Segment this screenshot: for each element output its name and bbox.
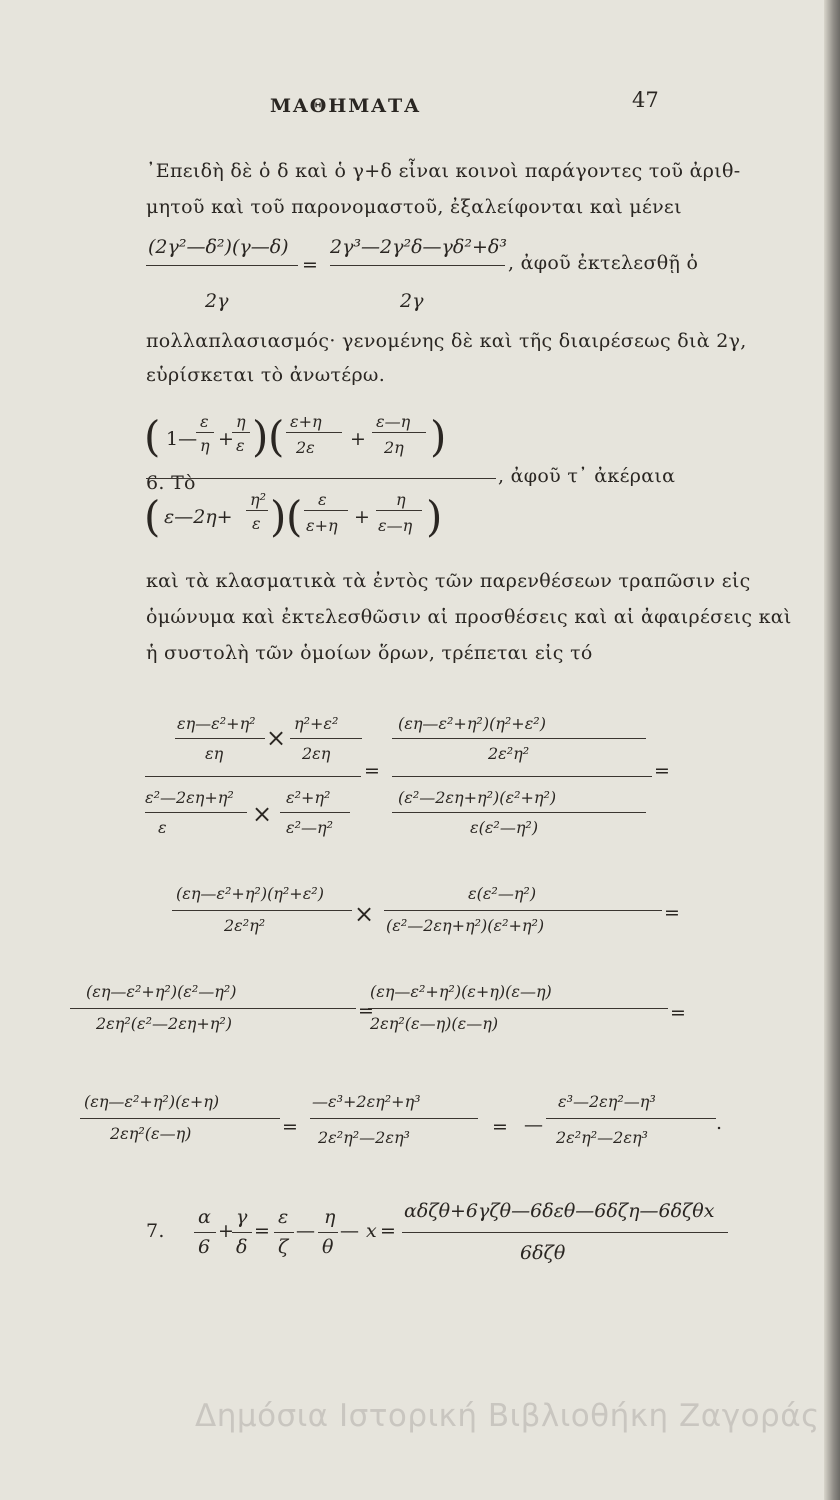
- frac-denominator: 2εη²(ε²—2εη+η²): [96, 1014, 233, 1033]
- frac-numerator: (εη—ε²+η²)(ε+η): [84, 1092, 220, 1111]
- page-edge-shadow: [824, 0, 840, 1500]
- frac-denominator: 2ε²η²—2εη³: [318, 1128, 410, 1147]
- paren-close: ): [270, 492, 287, 541]
- frac-denominator: 2εη²(ε—η): [110, 1124, 192, 1143]
- frac-h-over-e-num: η: [236, 412, 246, 431]
- intro-line-1: ᾿Επειδὴ δὲ ὁ δ καὶ ὁ γ+δ εἶναι κοινοὶ παράγοντες τοῦ ἀριθ-: [146, 160, 741, 182]
- period: .: [716, 1112, 723, 1134]
- frac-bar: [384, 910, 662, 911]
- frac-bar: [274, 1232, 294, 1233]
- frac-h-over-diff-den: ε—η: [378, 516, 413, 535]
- paren-open: (: [268, 412, 285, 461]
- frac-bar: [304, 510, 348, 511]
- frac-numerator: ε: [278, 1206, 289, 1228]
- frac-e-over-h-num: ε: [200, 412, 209, 431]
- frac-bar: [392, 812, 646, 813]
- frac-denominator: (ε²—2εη+η²)(ε²+η²): [386, 916, 545, 935]
- equals-sign: =: [282, 1116, 298, 1138]
- equals-sign: =: [364, 760, 380, 782]
- plus-sign: +: [218, 1220, 234, 1242]
- equals-sign: =: [492, 1116, 508, 1138]
- eq-lhs-denominator: 2γ: [205, 290, 229, 312]
- example-7-label: 7.: [146, 1220, 165, 1242]
- eq-rhs-denominator: 2γ: [400, 290, 424, 312]
- variable-x: x: [366, 1220, 377, 1242]
- paren-open: (: [286, 492, 303, 541]
- frac-denominator: εη: [205, 744, 224, 763]
- eq-rhs-bar: [330, 265, 505, 266]
- frac-bar: [318, 1232, 338, 1233]
- eq-lhs-numerator: (2γ²—δ²)(γ—δ): [148, 236, 289, 258]
- frac-bar: [290, 738, 362, 739]
- frac-numerator: —ε³+2εη²+η³: [312, 1092, 421, 1111]
- frac-numerator: εη—ε²+η²: [177, 714, 256, 733]
- main-fraction-bar: [146, 478, 496, 479]
- frac-denominator: θ: [322, 1236, 334, 1258]
- frac-numerator: (εη—ε²+η²)(ε+η)(ε—η): [370, 982, 552, 1001]
- frac-denominator: δ: [236, 1236, 248, 1258]
- frac-numerator: (εη—ε²+η²)(η²+ε²): [176, 884, 324, 903]
- frac-bar: [172, 910, 352, 911]
- frac-bar: [310, 1118, 478, 1119]
- equals-sign: =: [254, 1220, 270, 1242]
- example-6-text-2: ὁμώνυμα καὶ ἐκτελεσθῶσιν αἱ προσθέσεις καὶ αἱ ἀφαιρέσεις καὶ: [146, 606, 792, 628]
- frac-bar: [368, 1008, 668, 1009]
- intro-line-2: μητοῦ καὶ τοῦ παρονομαστοῦ, ἐξαλείφονται καὶ μένει: [146, 196, 682, 218]
- minus-sign: —: [296, 1220, 315, 1242]
- frac-sum-den: 2ε: [296, 438, 315, 457]
- frac-denominator: ζ: [278, 1236, 289, 1258]
- equals-sign: =: [380, 1220, 396, 1242]
- frac-bar: [376, 510, 422, 511]
- frac-bar: [145, 812, 247, 813]
- frac-denominator: 2ε²η²: [488, 744, 530, 763]
- frac-e-over-sum-den: ε+η: [306, 516, 338, 535]
- frac-e-over-sum-num: ε: [318, 490, 327, 509]
- frac-bar: [280, 812, 350, 813]
- frac-denominator: ε²—η²: [286, 818, 333, 837]
- frac-bar: [194, 1232, 216, 1233]
- paren-close: ): [430, 412, 447, 461]
- example-6-text-1: καὶ τὰ κλασματικὰ τὰ ἐντὸς τῶν παρενθέσεων τραπῶσιν εἰς: [146, 570, 751, 592]
- eq-tail: , ἀφοῦ ἐκτελεσθῇ ὁ: [508, 252, 699, 274]
- denominator-lead: ε—2η+: [164, 506, 233, 528]
- plus-sign: +: [218, 428, 234, 450]
- frac-bar: [80, 1118, 280, 1119]
- frac-numerator: (ε²—2εη+η²)(ε²+η²): [398, 788, 557, 807]
- frac-denominator: 6δζθ: [520, 1242, 566, 1264]
- library-watermark: Δημόσια Ιστορική Βιβλιοθήκη Ζαγοράς: [195, 1398, 820, 1434]
- times-sign: ×: [354, 900, 375, 928]
- frac-diff-den: 2η: [384, 438, 404, 457]
- frac-bar: [372, 432, 426, 433]
- frac-bar: [546, 1118, 716, 1119]
- plus-sign: +: [354, 506, 370, 528]
- frac-numerator: η²+ε²: [294, 714, 339, 733]
- frac-bar: [232, 432, 250, 433]
- equals-sign: =: [670, 1002, 686, 1024]
- frac-denominator: 2εη: [302, 744, 331, 763]
- frac-bar: [246, 510, 268, 511]
- term-one: 1—: [166, 428, 198, 450]
- frac-bar: [402, 1232, 728, 1233]
- frac-diff-num: ε—η: [376, 412, 411, 431]
- plus-sign: +: [350, 428, 366, 450]
- paren-close: ): [252, 412, 269, 461]
- frac-denominator: 6: [198, 1236, 211, 1258]
- frac-denominator: 2εη²(ε—η)(ε—η): [370, 1014, 499, 1033]
- equals-sign: =: [654, 760, 670, 782]
- frac-denominator: 2ε²η²—2εη³: [556, 1128, 648, 1147]
- frac-h-over-diff-num: η: [396, 490, 406, 509]
- intro-line-3: πολλαπλασιασμός· γενομένης δὲ καὶ τῆς διαιρέσεως διὰ 2γ,: [146, 330, 747, 352]
- page-number: 47: [632, 88, 659, 112]
- frac-bar: [286, 432, 342, 433]
- minus-sign: —: [524, 1114, 543, 1136]
- frac-numerator: ε³—2εη²—η³: [558, 1092, 656, 1111]
- frac-numerator: α: [198, 1206, 211, 1228]
- equals-sign: =: [358, 1000, 374, 1022]
- example-6-label: 6. Τὸ: [146, 472, 196, 494]
- frac-bar: [196, 432, 214, 433]
- paren-close: ): [426, 492, 443, 541]
- frac-denominator: ε: [158, 818, 167, 837]
- times-sign: ×: [266, 724, 287, 752]
- intro-line-4: εὑρίσκεται τὸ ἀνωτέρω.: [146, 364, 386, 386]
- frac-numerator: ε²+η²: [286, 788, 331, 807]
- frac-denominator: 2ε²η²: [224, 916, 266, 935]
- paren-open: (: [144, 492, 161, 541]
- frac-numerator: γ: [236, 1206, 248, 1228]
- frac-bar: [175, 738, 265, 739]
- frac-numerator: (εη—ε²+η²)(η²+ε²): [398, 714, 546, 733]
- frac-e-over-h-den: η: [200, 436, 210, 455]
- frac-h2-over-e-den: ε: [252, 514, 261, 533]
- times-sign: ×: [252, 800, 273, 828]
- minus-sign: —: [340, 1220, 359, 1242]
- frac-h2-over-e-num: η²: [250, 490, 266, 509]
- eq-rhs-numerator: 2γ³—2γ²δ—γδ²+δ³: [330, 236, 507, 258]
- running-title: ΜΑΘΗΜΑΤΑ: [270, 95, 421, 117]
- paren-open: (: [144, 412, 161, 461]
- example-6-tail: , ἀφοῦ τ᾿ ἀκέραια: [498, 465, 676, 487]
- compound-fraction-bar: [145, 776, 361, 777]
- frac-numerator: ε²—2εη+η²: [145, 788, 234, 807]
- frac-numerator: αδζθ+6γζθ—6δεθ—6δζη—6δζθx: [404, 1200, 715, 1222]
- frac-denominator: ε(ε²—η²): [470, 818, 539, 837]
- frac-numerator: η: [324, 1206, 336, 1228]
- example-6-text-3: ἡ συστολὴ τῶν ὁμοίων ὅρων, τρέπεται εἰς τό: [146, 642, 593, 664]
- frac-h-over-e-den: ε: [236, 436, 245, 455]
- eq-equals: =: [302, 254, 318, 276]
- frac-bar: [70, 1008, 356, 1009]
- frac-numerator: (εη—ε²+η²)(ε²—η²): [86, 982, 237, 1001]
- compound-fraction-bar: [392, 776, 652, 777]
- frac-bar: [392, 738, 646, 739]
- eq-lhs-bar: [146, 265, 298, 266]
- equals-sign: =: [664, 902, 680, 924]
- frac-numerator: ε(ε²—η²): [468, 884, 537, 903]
- frac-sum-num: ε+η: [290, 412, 322, 431]
- frac-bar: [232, 1232, 252, 1233]
